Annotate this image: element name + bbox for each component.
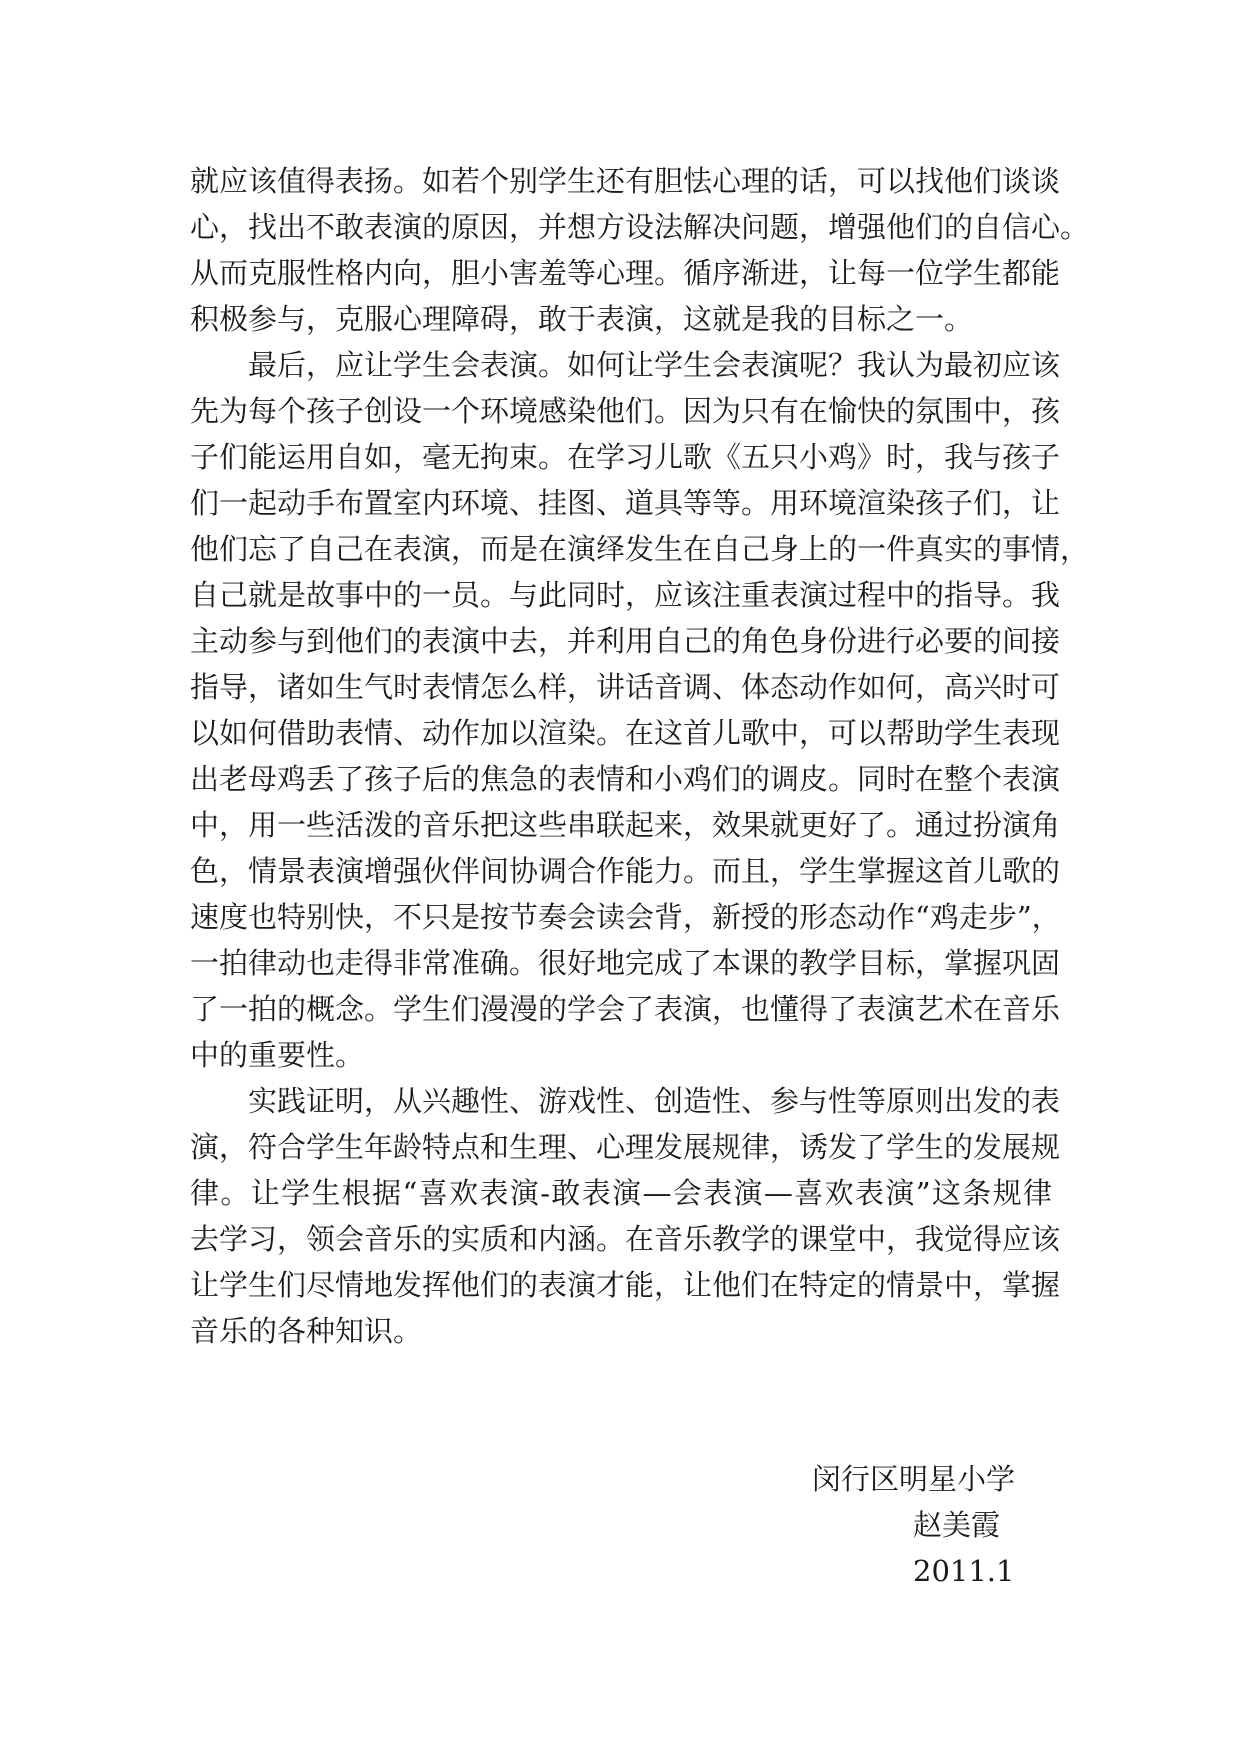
text-line: 主动参与到他们的表演中去，并利用自己的角色身份进行必要的间接 [190,624,1061,658]
text-line: 先为每个孩子创设一个环境感染他们。因为只有在愉快的氛围中，孩 [190,394,1061,428]
text-line: 出老母鸡丢了孩子后的焦急的表情和小鸡们的调皮。同时在整个表演 [190,762,1061,796]
text-line: 最后，应让学生会表演。如何让学生会表演呢？我认为最初应该 [248,348,1061,382]
text-line: 以如何借助表情、动作加以渲染。在这首儿歌中，可以帮助学生表现 [190,716,1061,750]
text-line: 他们忘了自己在表演，而是在演绎发生在自己身上的一件真实的事情， [190,532,1090,566]
text-line: 了一拍的概念。学生们漫漫的学会了表演，也懂得了表演艺术在音乐 [190,992,1061,1026]
text-line: 中，用一些活泼的音乐把这些串联起来，效果就更好了。通过扮演角 [190,808,1061,842]
text-line: 指导，诸如生气时表情怎么样，讲话音调、体态动作如何，高兴时可 [190,670,1061,704]
text-line: 子们能运用自如，毫无拘束。在学习儿歌《五只小鸡》时，我与孩子 [190,440,1061,474]
text-line: 去学习，领会音乐的实质和内涵。在音乐教学的课堂中，我觉得应该 [190,1222,1061,1256]
signature-author: 赵美霞 [913,1508,1001,1542]
text-line: 色，情景表演增强伙伴间协调合作能力。而且，学生掌握这首儿歌的 [190,854,1061,888]
text-line: 从而克服性格内向，胆小害羞等心理。循序渐进，让每一位学生都能 [190,256,1061,290]
body-text [190,158,1090,1354]
text-line: 们一起动手布置室内环境、挂图、道具等等。用环境渲染孩子们，让 [190,486,1061,520]
text-line: 就应该值得表扬。如若个别学生还有胆怯心理的话，可以找他们谈谈 [190,164,1061,198]
text-line: 演，符合学生年龄特点和生理、心理发展规律，诱发了学生的发展规 [190,1130,1061,1164]
text-line: 律。让学生根据“喜欢表演-敢表演—会表演—喜欢表演”这条规律 [190,1176,1052,1210]
text-line: 中的重要性。 [190,1038,365,1072]
text-line: 积极参与，克服心理障碍，敢于表演，这就是我的目标之一。 [190,302,974,336]
paragraph [190,342,1090,1078]
signature-school: 闵行区明星小学 [812,1462,1016,1496]
text-line: 心，找出不敢表演的原因，并想方设法解决问题，增强他们的自信心。 [190,210,1090,244]
paragraph [190,1078,1061,1354]
text-line: 一拍律动也走得非常准确。很好地完成了本课的教学目标，掌握巩固 [190,946,1061,980]
text-line: 音乐的各种知识。 [190,1314,423,1348]
paragraph [190,158,1090,342]
signature-date: 2011.1 [913,1554,1015,1588]
text-line: 让学生们尽情地发挥他们的表演才能，让他们在特定的情景中，掌握 [190,1268,1061,1302]
text-line: 实践证明，从兴趣性、游戏性、创造性、参与性等原则出发的表 [248,1084,1061,1118]
text-line: 速度也特别快，不只是按节奏会读会背，新授的形态动作“鸡走步”， [190,900,1061,934]
text-line: 自己就是故事中的一员。与此同时，应该注重表演过程中的指导。我 [190,578,1061,612]
